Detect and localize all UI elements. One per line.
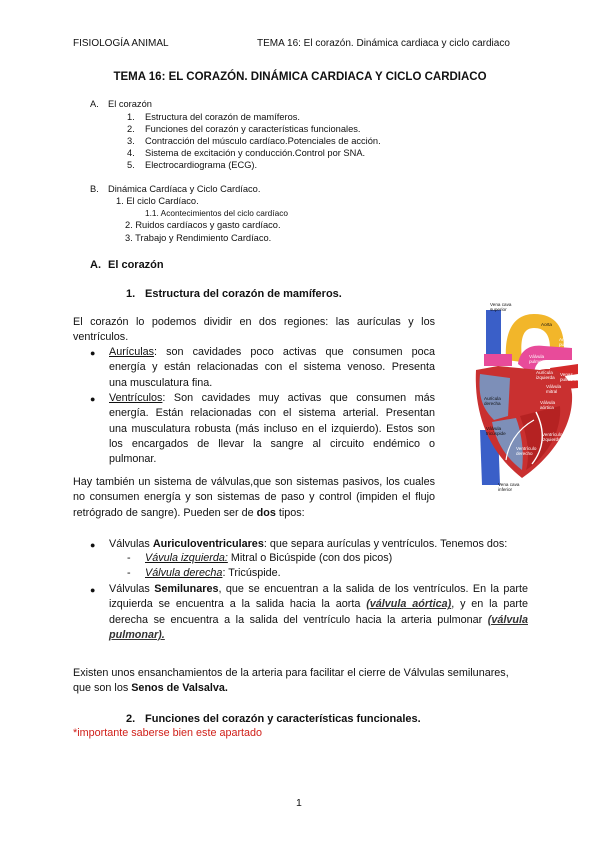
section-a-title: El corazón: [108, 259, 164, 271]
outline-b-marker: B.: [90, 184, 99, 194]
outline-b-item: 1. El ciclo Cardíaco.: [116, 196, 199, 206]
svg-text:aórtica: aórtica: [540, 405, 554, 410]
label-auricula-derecha: Aurícula: [484, 396, 501, 401]
label-valvula-aortica: Válvula: [540, 400, 556, 405]
svg-text:derecha: derecha: [484, 401, 501, 406]
outline-a-marker: A.: [90, 99, 99, 109]
svg-text:tricúspide: tricúspide: [486, 431, 506, 436]
label-vcs: Vena cava: [490, 302, 512, 307]
bullet-av-valves: Válvulas Auriculoventriculares: que separa aurículas y ventrículos. Tenemos dos:: [109, 538, 508, 550]
bullet-dot: ●: [90, 540, 96, 550]
header-right: TEMA 16: El corazón. Dinámica cardiaca y ciclo cardiaco: [257, 38, 510, 49]
label-venas-pulmonares: Venas: [560, 372, 573, 377]
av-right-item: -: [127, 567, 131, 579]
vena-cava-superior-shape: [486, 310, 501, 360]
label-ventriculo-izquierdo: Ventrículo: [542, 432, 563, 437]
label-vci: Vena cava: [498, 482, 520, 487]
outline-a-label: El corazón: [108, 99, 152, 109]
outline-a-item: 2. Funciones del corazón y características funcionales.: [127, 124, 361, 134]
bullet-semilunar: Válvulas Semilunares, que se encuentran a la salida de los ventrículos. En la parte izquierda se encuentra a la salida hacia la aorta (válvula aórtica), y en la parte derecha se encuentra a la salida del ventrículo hacia la arteria pulmonar (válvula pulmonar).: [109, 583, 529, 641]
page-title: TEMA 16: EL CORAZÓN. DINÁMICA CARDIACA Y CICLO CARDIACO: [113, 71, 487, 83]
subsection-2-title: Funciones del corazón y características funcionales.: [145, 713, 421, 725]
page-number: 1: [296, 797, 302, 809]
svg-text:mitral: mitral: [546, 389, 558, 394]
subsection-1-heading: [126, 288, 342, 300]
outline-a: [90, 99, 152, 109]
outline-b-item: 2. Ruidos cardíacos y gasto cardíaco.: [125, 220, 281, 230]
subsection-1-marker: 1.: [126, 288, 136, 300]
valves-intro-paragraph: Hay también un sistema de válvulas,que son sistemas pasivos, los cuales no consumen energía y son sistemas de paso y control (impiden el flujo retrógrado de sangre). Pueden ser de dos tipos:: [73, 476, 435, 519]
svg-text:pulmonar: pulmonar: [559, 342, 579, 347]
heart-diagram: [446, 300, 586, 495]
av-left-text: Vávula izquierda: Mitral o Bicúspide (con dos picos): [145, 552, 393, 564]
svg-text:izquierdo: izquierdo: [542, 437, 561, 442]
label-auricula-izquierda: Aurícula: [536, 370, 553, 375]
svg-text:izquierda: izquierda: [536, 375, 555, 380]
bullet-dot: ●: [90, 394, 96, 404]
outline-a-item: 5. Electrocardiograma (ECG).: [127, 160, 258, 170]
outline-b-item: 3. Trabajo y Rendimiento Cardíaco.: [125, 233, 272, 243]
av-right-text: Válvula derecha: Tricúspide.: [145, 567, 281, 579]
subsection-2-heading: [126, 713, 421, 725]
label-valvula-mitral: Válvula: [546, 384, 562, 389]
outline-b: [90, 184, 260, 194]
subsection-1-title: Estructura del corazón de mamíferos.: [145, 288, 342, 300]
label-valvula-tricuspide: Válvula: [486, 426, 502, 431]
svg-text:superior: superior: [490, 307, 507, 312]
outline-a-item: 3. Contracción del músculo cardíaco.Potenciales de acción.: [127, 136, 381, 146]
outline-b-label: Dinámica Cardíaca y Ciclo Cardíaco.: [108, 184, 261, 194]
bullet-dot: ●: [90, 585, 96, 595]
section-a-heading: [90, 259, 164, 271]
header-left: FISIOLOGÍA ANIMAL: [73, 38, 169, 49]
valsalva-paragraph: Existen unos ensanchamientos de la arteria para facilitar el cierre de Válvulas semilunares, que son los Senos de Valsalva.: [73, 667, 509, 695]
bullet-dot: ●: [90, 348, 96, 358]
subsection-2-marker: 2.: [126, 713, 136, 725]
svg-text:pulmonares: pulmonares: [560, 377, 585, 382]
label-ventriculo-derecho: Ventrículo: [516, 446, 537, 451]
outline-b-subitem: 1.1. Acontecimientos del ciclo cardíaco: [145, 208, 288, 218]
important-note: *importante saberse bien este apartado: [73, 727, 263, 739]
outline-a-item: 4. Sistema de excitación y conducción.Control por SNA.: [127, 148, 366, 158]
svg-text:inferior: inferior: [498, 487, 513, 492]
intro-paragraph: El corazón lo podemos dividir en dos regiones: las aurículas y los ventrículos.: [73, 316, 435, 344]
svg-text:derecho: derecho: [516, 451, 533, 456]
bullet-ventriculos: Ventrículos: Son cavidades muy activas que consumen más energía. Están relacionadas con el sistema arterial. Presentan una musculatura robusta (más incluso en el izquierdo). Estos son los encargados de llevar la sangre al circuito endémico o pulmonar.: [109, 392, 435, 466]
bullet-auriculas: Aurículas: son cavidades poco activas que consumen poca energía y están relacionadas con el sistema venoso. Presenta una musculatura fina.: [109, 346, 435, 389]
label-arteria-pulmonar: Arteria: [559, 337, 573, 342]
av-left-item: -: [127, 552, 131, 564]
outline-a-item: 1. Estructura del corazón de mamíferos.: [127, 112, 301, 122]
label-valvula-pulmonar: Válvula: [529, 354, 545, 359]
svg-text:pulmonar: pulmonar: [529, 359, 549, 364]
section-a-marker: A.: [90, 259, 101, 271]
label-aorta: Aorta: [541, 322, 552, 327]
